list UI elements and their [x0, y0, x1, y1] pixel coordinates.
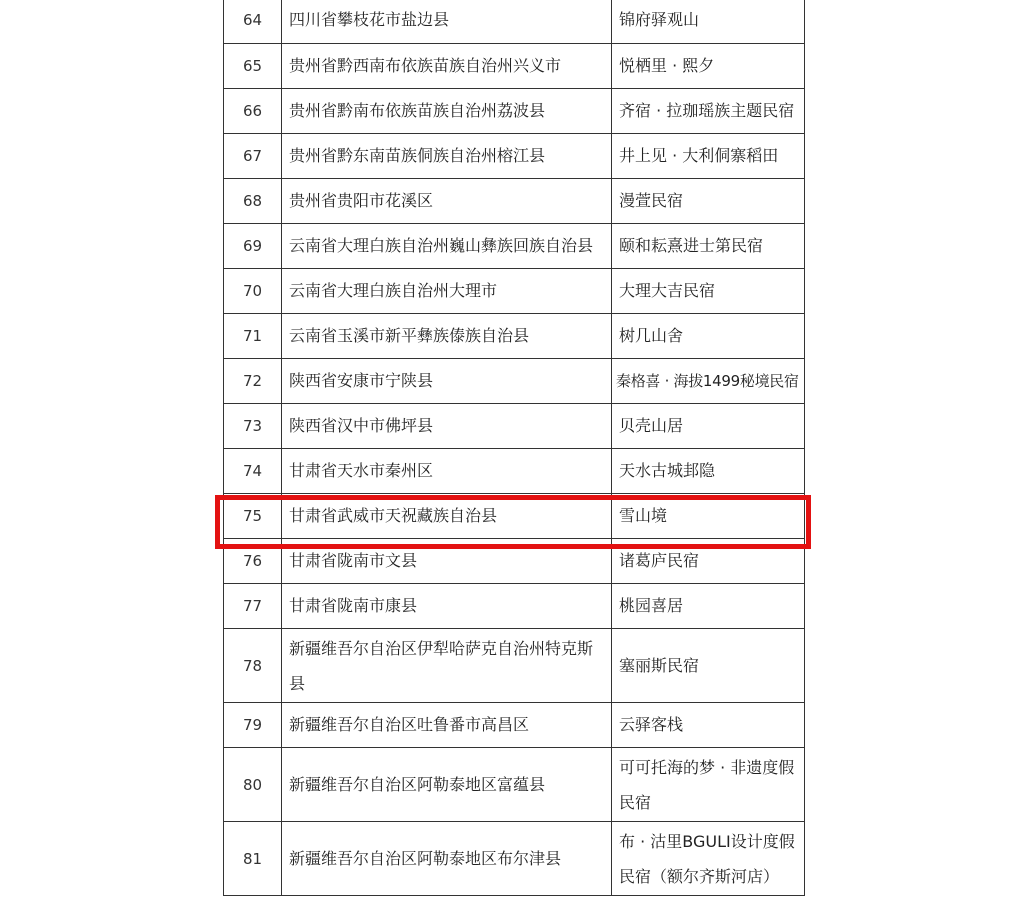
- row-location: 新疆维吾尔自治区阿勒泰地区布尔津县: [282, 822, 612, 896]
- row-homestay-name: 桃园喜居: [612, 584, 805, 629]
- row-number: 71: [224, 314, 282, 359]
- row-homestay-name: 诸葛庐民宿: [612, 539, 805, 584]
- row-number: 77: [224, 584, 282, 629]
- row-number: 70: [224, 269, 282, 314]
- row-location: 贵州省黔南布依族苗族自治州荔波县: [282, 89, 612, 134]
- row-location: 新疆维吾尔自治区吐鲁番市高昌区: [282, 703, 612, 748]
- row-location: 陕西省安康市宁陕县: [282, 359, 612, 404]
- row-number: 64: [224, 0, 282, 44]
- row-homestay-name: 颐和耘熹进士第民宿: [612, 224, 805, 269]
- table-row: [224, 449, 805, 494]
- table-row: [224, 134, 805, 179]
- table-row-highlighted: [224, 494, 805, 539]
- table-row: [224, 822, 805, 896]
- row-homestay-name: 天水古城邽隐: [612, 449, 805, 494]
- table-row: [224, 404, 805, 449]
- table-row: [224, 584, 805, 629]
- row-homestay-name: 树几山舍: [612, 314, 805, 359]
- row-location: 甘肃省武威市天祝藏族自治县: [282, 494, 612, 539]
- row-number: 66: [224, 89, 282, 134]
- row-location: 甘肃省天水市秦州区: [282, 449, 612, 494]
- table-row: [224, 629, 805, 703]
- row-number: 73: [224, 404, 282, 449]
- table-row: [224, 314, 805, 359]
- row-homestay-name: 贝壳山居: [612, 404, 805, 449]
- row-number: 75: [224, 494, 282, 539]
- table-row: [224, 748, 805, 822]
- row-location: 贵州省贵阳市花溪区: [282, 179, 612, 224]
- row-number: 76: [224, 539, 282, 584]
- table-row: [224, 0, 805, 44]
- row-homestay-name: 布 · 沽里BGULI设计度假民宿（额尔齐斯河店）: [612, 822, 805, 896]
- table-row: [224, 89, 805, 134]
- row-number: 79: [224, 703, 282, 748]
- row-number: 68: [224, 179, 282, 224]
- row-number: 74: [224, 449, 282, 494]
- table-row: [224, 269, 805, 314]
- row-location: 新疆维吾尔自治区伊犁哈萨克自治州特克斯县: [282, 629, 612, 703]
- homestay-list-table: [223, 0, 805, 896]
- table-row: [224, 539, 805, 584]
- row-location: 新疆维吾尔自治区阿勒泰地区富蕴县: [282, 748, 612, 822]
- row-homestay-name: 塞丽斯民宿: [612, 629, 805, 703]
- row-homestay-name: 井上见 · 大利侗寨稻田: [612, 134, 805, 179]
- row-location: 云南省大理白族自治州巍山彝族回族自治县: [282, 224, 612, 269]
- table-row: [224, 44, 805, 89]
- row-location: 甘肃省陇南市文县: [282, 539, 612, 584]
- row-location: 贵州省黔西南布依族苗族自治州兴义市: [282, 44, 612, 89]
- row-homestay-name: 秦格喜 · 海拔1499秘境民宿: [612, 359, 805, 404]
- table-row: [224, 359, 805, 404]
- row-homestay-name: 锦府驿观山: [612, 0, 805, 44]
- table-row: [224, 703, 805, 748]
- row-location: 云南省大理白族自治州大理市: [282, 269, 612, 314]
- row-location: 云南省玉溪市新平彝族傣族自治县: [282, 314, 612, 359]
- row-number: 81: [224, 822, 282, 896]
- row-location: 陕西省汉中市佛坪县: [282, 404, 612, 449]
- row-location: 四川省攀枝花市盐边县: [282, 0, 612, 44]
- row-homestay-name: 大理大吉民宿: [612, 269, 805, 314]
- row-homestay-name: 雪山境: [612, 494, 805, 539]
- row-homestay-name: 云驿客栈: [612, 703, 805, 748]
- row-number: 78: [224, 629, 282, 703]
- table-row: [224, 179, 805, 224]
- row-homestay-name: 可可托海的梦 · 非遗度假民宿: [612, 748, 805, 822]
- row-number: 67: [224, 134, 282, 179]
- table-row: [224, 224, 805, 269]
- row-number: 72: [224, 359, 282, 404]
- row-homestay-name: 漫萱民宿: [612, 179, 805, 224]
- row-location: 贵州省黔东南苗族侗族自治州榕江县: [282, 134, 612, 179]
- row-number: 65: [224, 44, 282, 89]
- row-number: 80: [224, 748, 282, 822]
- homestay-list-table-container: [223, 0, 804, 896]
- row-homestay-name: 悦栖里 · 熙夕: [612, 44, 805, 89]
- row-location: 甘肃省陇南市康县: [282, 584, 612, 629]
- row-number: 69: [224, 224, 282, 269]
- row-homestay-name: 齐宿 · 拉珈瑶族主题民宿: [612, 89, 805, 134]
